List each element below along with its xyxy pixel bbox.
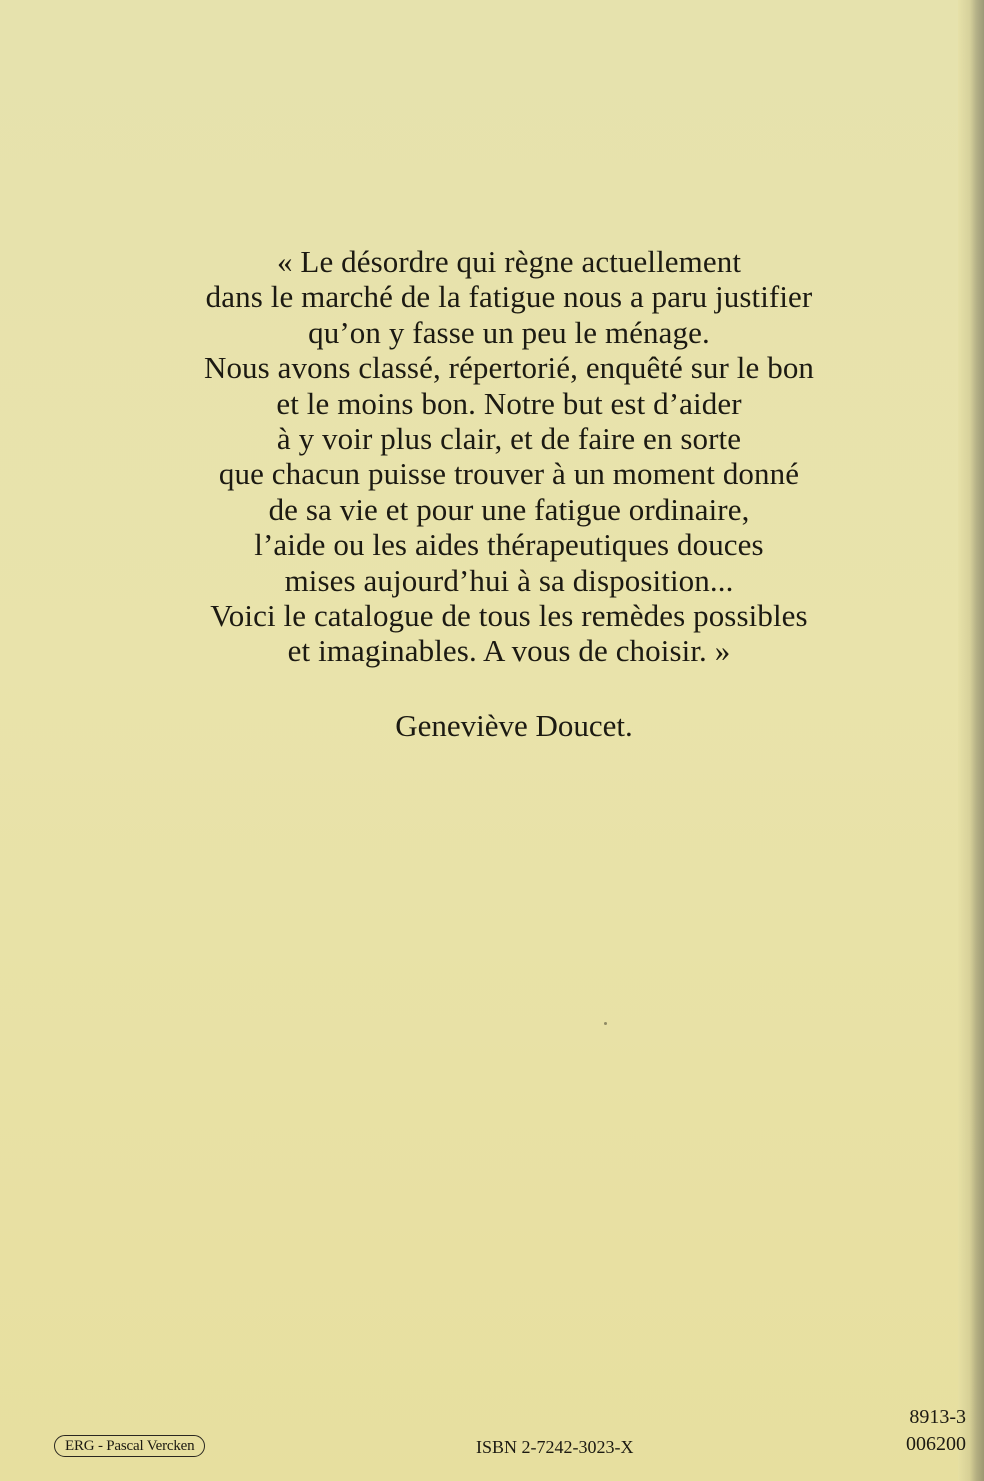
blurb-line: mises aujourd’hui à sa disposition...: [284, 562, 734, 598]
blurb-line: de sa vie et pour une fatigue ordinaire,: [268, 491, 750, 527]
catalog-code: 8913-3: [909, 1406, 966, 1428]
blurb-line: qu’on y fasse un peu le ménage.: [308, 314, 710, 350]
cover-blurb: [0, 244, 984, 669]
catalog-code: 006200: [906, 1433, 966, 1455]
blurb-line: que chacun puisse trouver à un moment donné: [218, 456, 800, 492]
blurb-line: et le moins bon. Notre but est d’aider: [276, 385, 742, 421]
blurb-author: Geneviève Doucet.: [395, 708, 633, 743]
blurb-line: et imaginables. A vous de choisir. »: [287, 633, 731, 669]
blurb-line: Nous avons classé, répertorié, enquêté sur le bon: [203, 350, 815, 386]
cover-credit: ERG - Pascal Vercken: [54, 1435, 205, 1457]
blurb-line: à y voir plus clair, et de faire en sorte: [276, 421, 742, 457]
blurb-line: dans le marché de la fatigue nous a paru justifier: [205, 279, 813, 315]
isbn: ISBN 2-7242-3023-X: [476, 1437, 634, 1457]
blurb-line: l’aide ou les aides thérapeutiques douces: [254, 527, 764, 563]
catalog-codes: [906, 1404, 966, 1458]
paper-speck: [604, 1022, 607, 1025]
blurb-line: « Le désordre qui règne actuellement: [276, 244, 742, 279]
blurb-line: Voici le catalogue de tous les remèdes possibles: [210, 598, 808, 634]
